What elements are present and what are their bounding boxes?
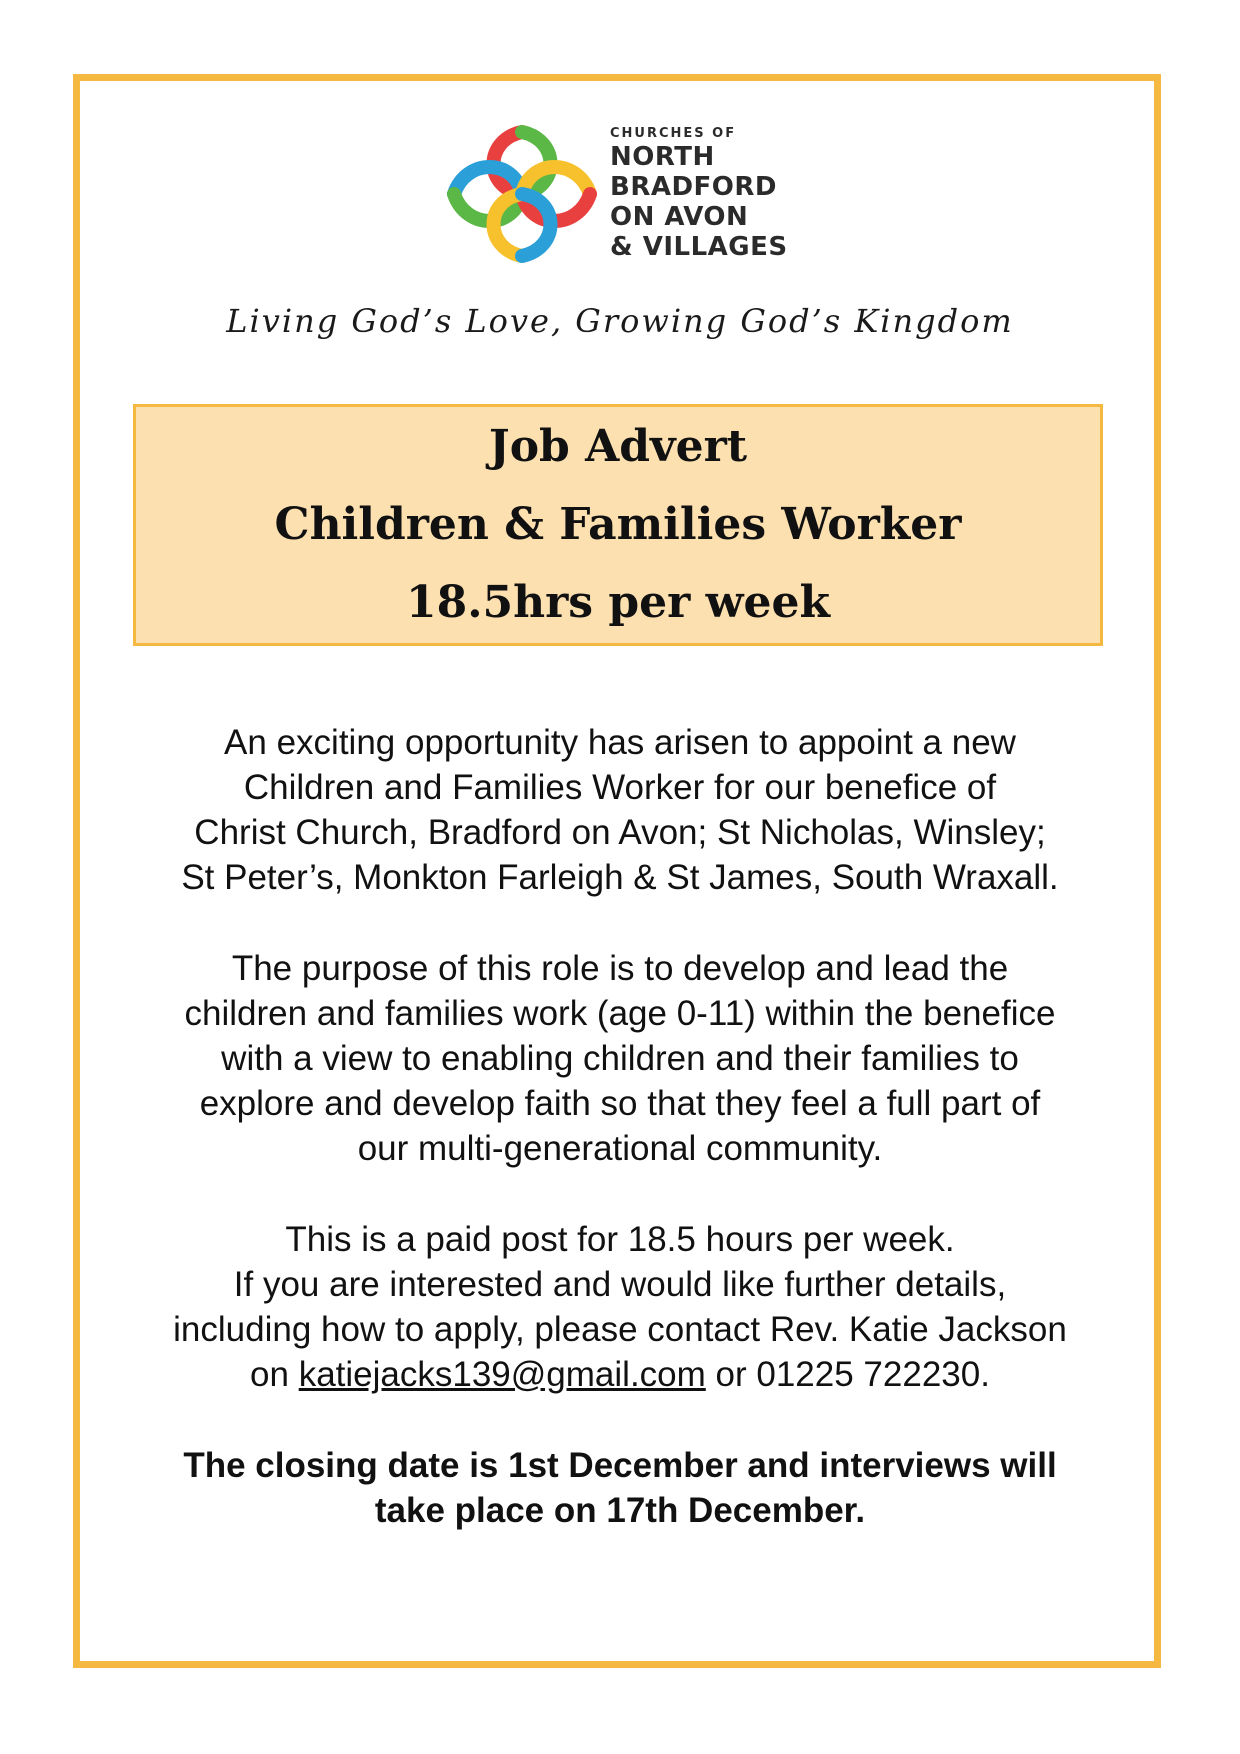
text-line: The purpose of this role is to develop and lead the (231, 949, 1009, 988)
text-line: explore and develop faith so that they feel a full part of (199, 1084, 1041, 1123)
logo-line: NORTH (610, 142, 715, 172)
job-hours: 18.5hrs per week (405, 577, 831, 628)
contact-prefix: on (250, 1355, 299, 1394)
logo-line: & VILLAGES (610, 232, 788, 262)
logo-small-text: CHURCHES OF (610, 126, 737, 141)
text-line: St Peter’s, Monkton Farleigh & St James, South Wraxall. (181, 858, 1059, 897)
text-line: take place on 17th December. (374, 1491, 866, 1530)
text-line: The closing date is 1st December and interviews will (183, 1446, 1057, 1485)
text-line: If you are interested and would like further details, (233, 1265, 1007, 1304)
text-line: our multi-generational community. (357, 1129, 883, 1168)
job-role: Children & Families Worker (274, 499, 962, 550)
text-line: including how to apply, please contact Rev. Katie Jackson (173, 1310, 1067, 1349)
text-line: An exciting opportunity has arisen to appoint a new (224, 723, 1016, 762)
contact-phone: or 01225 722230. (705, 1355, 990, 1394)
celtic-knot-logo-icon (444, 118, 600, 270)
text-line: children and families work (age 0-11) within the benefice (184, 994, 1056, 1033)
logo-line: ON AVON (610, 202, 749, 232)
logo-line: BRADFORD (610, 172, 778, 202)
text-line: Children and Families Worker for our benefice of (243, 768, 997, 807)
logo (444, 118, 804, 270)
closing-date-notice (80, 1443, 1160, 1533)
logo-text (610, 126, 810, 262)
text-line: Christ Church, Bradford on Avon; St Nicholas, Winsley; (194, 813, 1046, 852)
paragraph-purpose (80, 946, 1160, 1171)
job-heading: Job Advert (488, 421, 748, 472)
text-line: This is a paid post for 18.5 hours per week. (285, 1220, 955, 1259)
contact-line (80, 1352, 1160, 1397)
text-line: with a view to enabling children and their families to (221, 1039, 1019, 1078)
email-link[interactable]: katiejacks139@gmail.com (298, 1355, 706, 1394)
job-advert-box (133, 404, 1103, 646)
paragraph-opportunity (80, 720, 1160, 900)
paragraph-contact (80, 1217, 1160, 1397)
tagline: Living God’s Love, Growing God’s Kingdom (226, 302, 1014, 340)
